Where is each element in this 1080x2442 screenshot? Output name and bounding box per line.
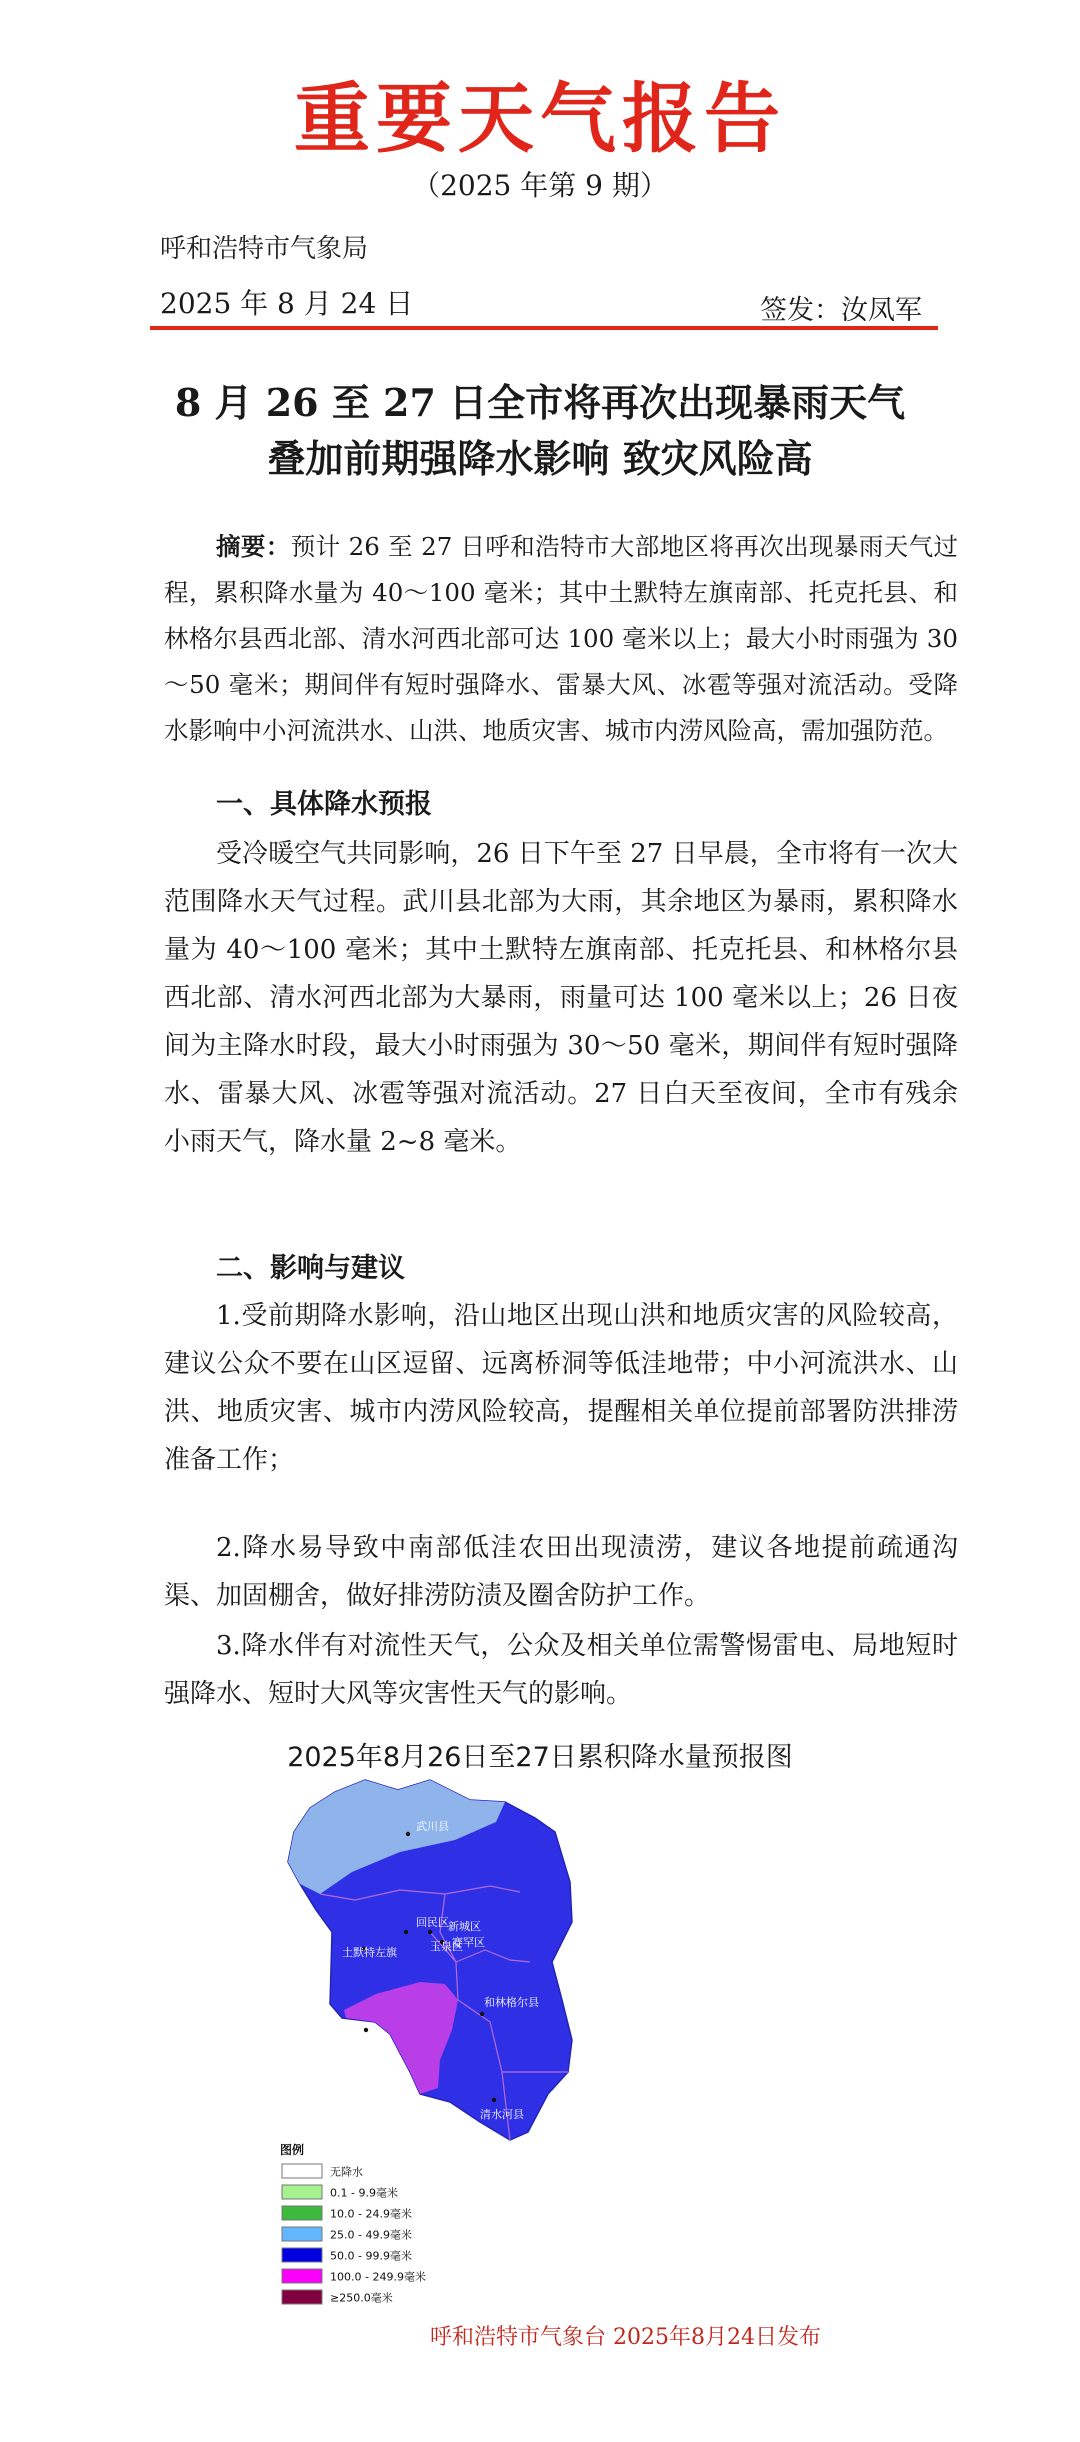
place-xincheng: 新城区 bbox=[448, 1920, 481, 1933]
legend-swatch bbox=[282, 2227, 322, 2241]
map-legend bbox=[280, 2142, 426, 2305]
legend-swatch bbox=[282, 2290, 322, 2304]
header-divider bbox=[150, 326, 938, 330]
impact-item-1: 1.受前期降水影响，沿山地区出现山洪和地质灾害的风险较高，建议公众不要在山区逗留、远离桥洞等低洼地带；中小河流洪水、山洪、地质灾害、城市内涝风险较高，提醒相关单位提前部署防洪排涝准备工作； bbox=[164, 1301, 958, 1475]
legend-label: 0.1 - 9.9毫米 bbox=[330, 2186, 398, 2200]
legend-label: 10.0 - 24.9毫米 bbox=[330, 2207, 412, 2221]
legend-label: 无降水 bbox=[330, 2165, 363, 2179]
place-huimin: 回民区 bbox=[416, 1916, 449, 1929]
report-title: 重要天气报告 bbox=[294, 74, 786, 163]
abstract bbox=[164, 524, 958, 754]
legend-swatch bbox=[282, 2164, 322, 2178]
place-tumote-left: 土默特左旗 bbox=[342, 1946, 397, 1959]
abstract-label: 摘要： bbox=[216, 532, 291, 561]
legend-label: ≥250.0毫米 bbox=[330, 2291, 393, 2305]
issuing-bureau: 呼和浩特市气象局 bbox=[160, 234, 369, 264]
map-title: 2025年8月26日至27日累积降水量预报图 bbox=[287, 1742, 793, 1773]
legend-label: 50.0 - 99.9毫米 bbox=[330, 2249, 412, 2263]
legend-swatch bbox=[282, 2185, 322, 2199]
signer: 签发：汝凤军 bbox=[760, 295, 922, 326]
impact-item-3: 3.降水伴有对流性天气，公众及相关单位需警惕雷电、局地短时强降水、短时大风等灾害性天气的影响。 bbox=[164, 1631, 958, 1709]
headline-line-1: 8 月 26 至 27 日全市将再次出现暴雨天气 bbox=[174, 380, 906, 425]
issue-date: 2025 年 8 月 24 日 bbox=[160, 287, 414, 320]
section-heading-impact: 二、影响与建议 bbox=[216, 1253, 405, 1284]
place-saihan: 赛罕区 bbox=[452, 1936, 485, 1949]
headline-line-2: 叠加前期强降水影响 致灾风险高 bbox=[267, 436, 813, 481]
legend-swatch bbox=[282, 2269, 322, 2283]
place-yuquan: 玉泉区 bbox=[430, 1940, 463, 1953]
legend-title: 图例 bbox=[280, 2143, 305, 2157]
issue-number: （2025 年第 9 期） bbox=[412, 169, 668, 202]
legend-label: 100.0 - 249.9毫米 bbox=[330, 2270, 426, 2284]
precipitation-map bbox=[280, 1772, 820, 2312]
legend-swatch bbox=[282, 2248, 322, 2262]
place-wuchuan: 武川县 bbox=[416, 1820, 449, 1833]
abstract-text: 预计 26 至 27 日呼和浩特市大部地区将再次出现暴雨天气过程，累积降水量为 40～100 毫米；其中土默特左旗南部、托克托县、和林格尔县西北部、清水河西北部可达 100 毫米以上；最大小时雨强为 30～50 毫米；期间伴有短时强降水、雷暴大风、冰雹等强对流活动。受降水影响中小河流洪水、山洪、地质灾害、城市内涝风险高，需加强防范。 bbox=[164, 532, 959, 745]
place-helingeer: 和林格尔县 bbox=[484, 1996, 539, 2009]
place-qingshuihe: 清水河县 bbox=[480, 2108, 524, 2121]
issuing-footer: 呼和浩特市气象台 2025年8月24日发布 bbox=[430, 2325, 821, 2350]
impact-item-2: 2.降水易导致中南部低洼农田出现渍涝，建议各地提前疏通沟渠、加固棚舍，做好排涝防渍及圈舍防护工作。 bbox=[164, 1533, 958, 1611]
section-body-forecast: 受冷暖空气共同影响，26 日下午至 27 日早晨，全市将有一次大范围降水天气过程。武川县北部为大雨，其余地区为暴雨，累积降水量为 40～100 毫米；其中土默特左旗南部、托克托县、和林格尔县西北部、清水河西北部为大暴雨，雨量可达 100 毫米以上；26 日夜间为主降水时段，最大小时雨强为 30～50 毫米，期间伴有短时强降水、雷暴大风、冰雹等强对流活动。27 日白天至夜间，全市有残余小雨天气，降水量 2~8 毫米。 bbox=[164, 839, 958, 1157]
section-heading-forecast: 一、具体降水预报 bbox=[216, 789, 432, 820]
legend-swatch bbox=[282, 2206, 322, 2220]
legend-label: 25.0 - 49.9毫米 bbox=[330, 2228, 412, 2242]
place-tuoketuo: 托克托县 bbox=[346, 2032, 390, 2045]
